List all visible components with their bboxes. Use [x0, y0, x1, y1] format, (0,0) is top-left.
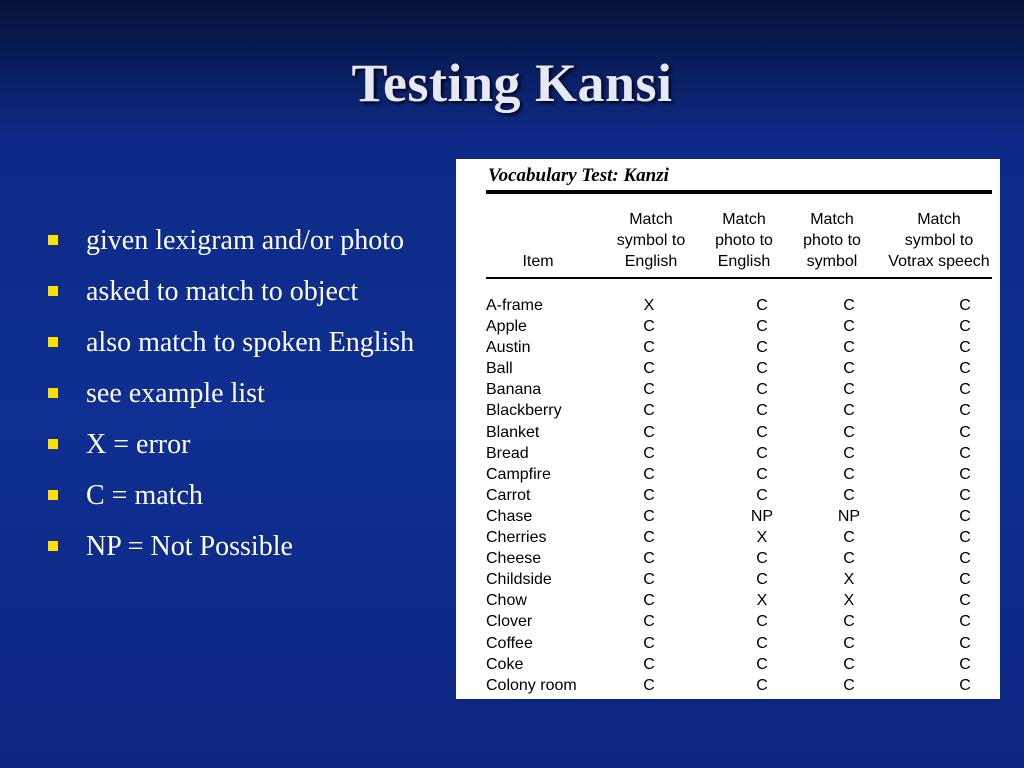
square-bullet-icon	[48, 337, 58, 347]
bullet-text: asked to match to object	[86, 276, 359, 307]
cell-photo-symbol: C	[843, 360, 855, 378]
cell-symbol-votrax: C	[959, 339, 971, 357]
cell-item: Apple	[486, 318, 527, 336]
cell-item: Coffee	[486, 634, 533, 652]
table-row	[486, 422, 996, 443]
cell-symbol-votrax: C	[959, 297, 971, 314]
cell-symbol-english: C	[643, 402, 655, 420]
bullet-text: X = error	[86, 429, 191, 460]
cell-item: Ball	[486, 360, 513, 378]
cell-photo-english: C	[756, 486, 768, 504]
cell-symbol-votrax: C	[959, 507, 971, 525]
cell-photo-english: NP	[750, 507, 774, 525]
cell-photo-symbol: X	[843, 571, 855, 589]
cell-item: Austin	[486, 339, 531, 357]
cell-photo-english: C	[756, 550, 768, 568]
cell-photo-english: C	[756, 571, 768, 589]
bullet-text: see example list	[86, 378, 265, 409]
cell-symbol-votrax: C	[959, 423, 971, 441]
column-header-symbol-english: Match symbol to English	[616, 211, 686, 270]
cell-symbol-votrax: C	[959, 465, 971, 483]
cell-photo-english: C	[756, 655, 768, 673]
cell-symbol-votrax: C	[959, 360, 971, 378]
cell-symbol-votrax: C	[959, 613, 971, 631]
table-row	[486, 527, 996, 548]
cell-photo-symbol: C	[843, 529, 855, 547]
cell-symbol-english: C	[643, 529, 655, 547]
square-bullet-icon	[48, 439, 58, 449]
cell-photo-english: X	[756, 592, 768, 610]
cell-photo-english: C	[756, 676, 768, 694]
column-header-symbol-votrax: Match symbol to Votrax speech	[888, 211, 990, 270]
cell-symbol-english: C	[643, 423, 655, 441]
cell-symbol-english: C	[643, 571, 655, 589]
cell-photo-english: C	[756, 402, 768, 420]
cell-symbol-english: C	[643, 676, 655, 694]
table-top-rule	[486, 190, 992, 194]
cell-item: Carrot	[486, 486, 531, 504]
cell-symbol-votrax: C	[959, 486, 971, 504]
cell-photo-symbol: C	[843, 634, 855, 652]
bullet-text: given lexigram and/or photo	[86, 225, 405, 256]
cell-symbol-english: X	[643, 297, 655, 314]
cell-symbol-english: C	[643, 381, 655, 399]
cell-item: Banana	[486, 381, 542, 399]
cell-photo-symbol: C	[843, 297, 855, 314]
cell-photo-english: C	[756, 613, 768, 631]
cell-item: Chow	[486, 592, 527, 610]
cell-photo-symbol: C	[843, 423, 855, 441]
bullet-list	[48, 220, 438, 577]
table-row	[486, 358, 996, 379]
cell-symbol-english: C	[643, 360, 655, 378]
cell-photo-symbol: C	[843, 486, 855, 504]
cell-photo-english: X	[756, 529, 768, 547]
cell-photo-english: C	[756, 444, 768, 462]
cell-symbol-english: C	[643, 655, 655, 673]
cell-item: A-frame	[486, 297, 543, 314]
cell-symbol-votrax: C	[959, 402, 971, 420]
table-row	[486, 548, 996, 569]
table-row	[486, 485, 996, 506]
table-row	[486, 590, 996, 611]
column-header-photo-english: Match photo to English	[715, 211, 773, 270]
cell-symbol-votrax: C	[959, 444, 971, 462]
cell-symbol-english: C	[643, 550, 655, 568]
table-row	[486, 633, 996, 654]
cell-photo-symbol: C	[843, 550, 855, 568]
cell-symbol-votrax: C	[959, 592, 971, 610]
table-row	[486, 316, 996, 337]
slide-title: Testing Kansi	[351, 53, 673, 113]
cell-item: Colony room	[486, 676, 577, 694]
cell-symbol-votrax: C	[959, 655, 971, 673]
cell-symbol-votrax: C	[959, 550, 971, 568]
cell-photo-english: C	[756, 360, 768, 378]
cell-photo-english: C	[756, 634, 768, 652]
cell-item: Cheese	[486, 550, 542, 568]
square-bullet-icon	[48, 235, 58, 245]
cell-item: Blackberry	[486, 402, 562, 420]
bullet-item	[48, 373, 438, 415]
cell-photo-symbol: X	[843, 592, 855, 610]
table-header-rule	[486, 277, 992, 279]
cell-photo-symbol: C	[843, 465, 855, 483]
bullet-item	[48, 271, 438, 313]
cell-photo-english: C	[756, 381, 768, 399]
table-row	[486, 464, 996, 485]
table-row	[486, 506, 996, 527]
cell-symbol-english: C	[643, 486, 655, 504]
cell-photo-english: C	[756, 318, 768, 336]
table-row	[486, 400, 996, 421]
cell-item: Clover	[486, 613, 533, 631]
cell-photo-symbol: C	[843, 402, 855, 420]
cell-symbol-votrax: C	[959, 634, 971, 652]
cell-photo-symbol: C	[843, 444, 855, 462]
cell-item: Chase	[486, 507, 533, 525]
bullet-item	[48, 526, 438, 568]
table-row	[486, 675, 996, 696]
table-row	[486, 295, 996, 316]
cell-photo-symbol: NP	[837, 507, 861, 525]
cell-photo-english: C	[756, 297, 768, 314]
cell-photo-symbol: C	[843, 613, 855, 631]
table-title: Vocabulary Test: Kanzi	[488, 165, 669, 186]
bullet-text: also match to spoken English	[86, 327, 415, 358]
cell-photo-symbol: C	[843, 381, 855, 399]
table-row	[486, 443, 996, 464]
cell-item: Coke	[486, 655, 524, 673]
table-row	[486, 611, 996, 632]
bullet-text: NP = Not Possible	[86, 531, 293, 562]
cell-symbol-english: C	[643, 318, 655, 336]
cell-item: Campfire	[486, 465, 551, 483]
column-header-photo-symbol: Match photo to symbol	[803, 211, 861, 270]
bullet-item	[48, 475, 438, 517]
cell-symbol-votrax: C	[959, 571, 971, 589]
cell-symbol-english: C	[643, 444, 655, 462]
cell-symbol-english: C	[643, 592, 655, 610]
bullet-item	[48, 322, 438, 364]
bullet-item	[48, 424, 438, 466]
square-bullet-icon	[48, 286, 58, 296]
table-row	[486, 379, 996, 400]
cell-symbol-english: C	[643, 339, 655, 357]
table-row	[486, 654, 996, 675]
cell-photo-english: C	[756, 423, 768, 441]
cell-photo-symbol: C	[843, 318, 855, 336]
cell-symbol-votrax: C	[959, 529, 971, 547]
cell-item: Blanket	[486, 423, 540, 441]
cell-photo-symbol: C	[843, 655, 855, 673]
cell-item: Childside	[486, 571, 552, 589]
square-bullet-icon	[48, 541, 58, 551]
table-row	[486, 569, 996, 590]
square-bullet-icon	[48, 490, 58, 500]
cell-photo-english: C	[756, 465, 768, 483]
cell-photo-symbol: C	[843, 676, 855, 694]
cell-photo-english: C	[756, 339, 768, 357]
table-body	[486, 295, 996, 696]
cell-photo-symbol: C	[843, 339, 855, 357]
cell-symbol-votrax: C	[959, 381, 971, 399]
table-row	[486, 337, 996, 358]
vocabulary-table-image	[456, 159, 1000, 699]
cell-symbol-english: C	[643, 634, 655, 652]
cell-item: Bread	[486, 444, 529, 462]
cell-symbol-english: C	[643, 507, 655, 525]
cell-symbol-votrax: C	[959, 318, 971, 336]
cell-symbol-english: C	[643, 613, 655, 631]
cell-symbol-votrax: C	[959, 676, 971, 694]
cell-symbol-english: C	[643, 465, 655, 483]
square-bullet-icon	[48, 388, 58, 398]
bullet-item	[48, 220, 438, 262]
column-header-item: Item	[522, 253, 554, 270]
cell-item: Cherries	[486, 529, 547, 547]
bullet-text: C = match	[86, 480, 203, 511]
